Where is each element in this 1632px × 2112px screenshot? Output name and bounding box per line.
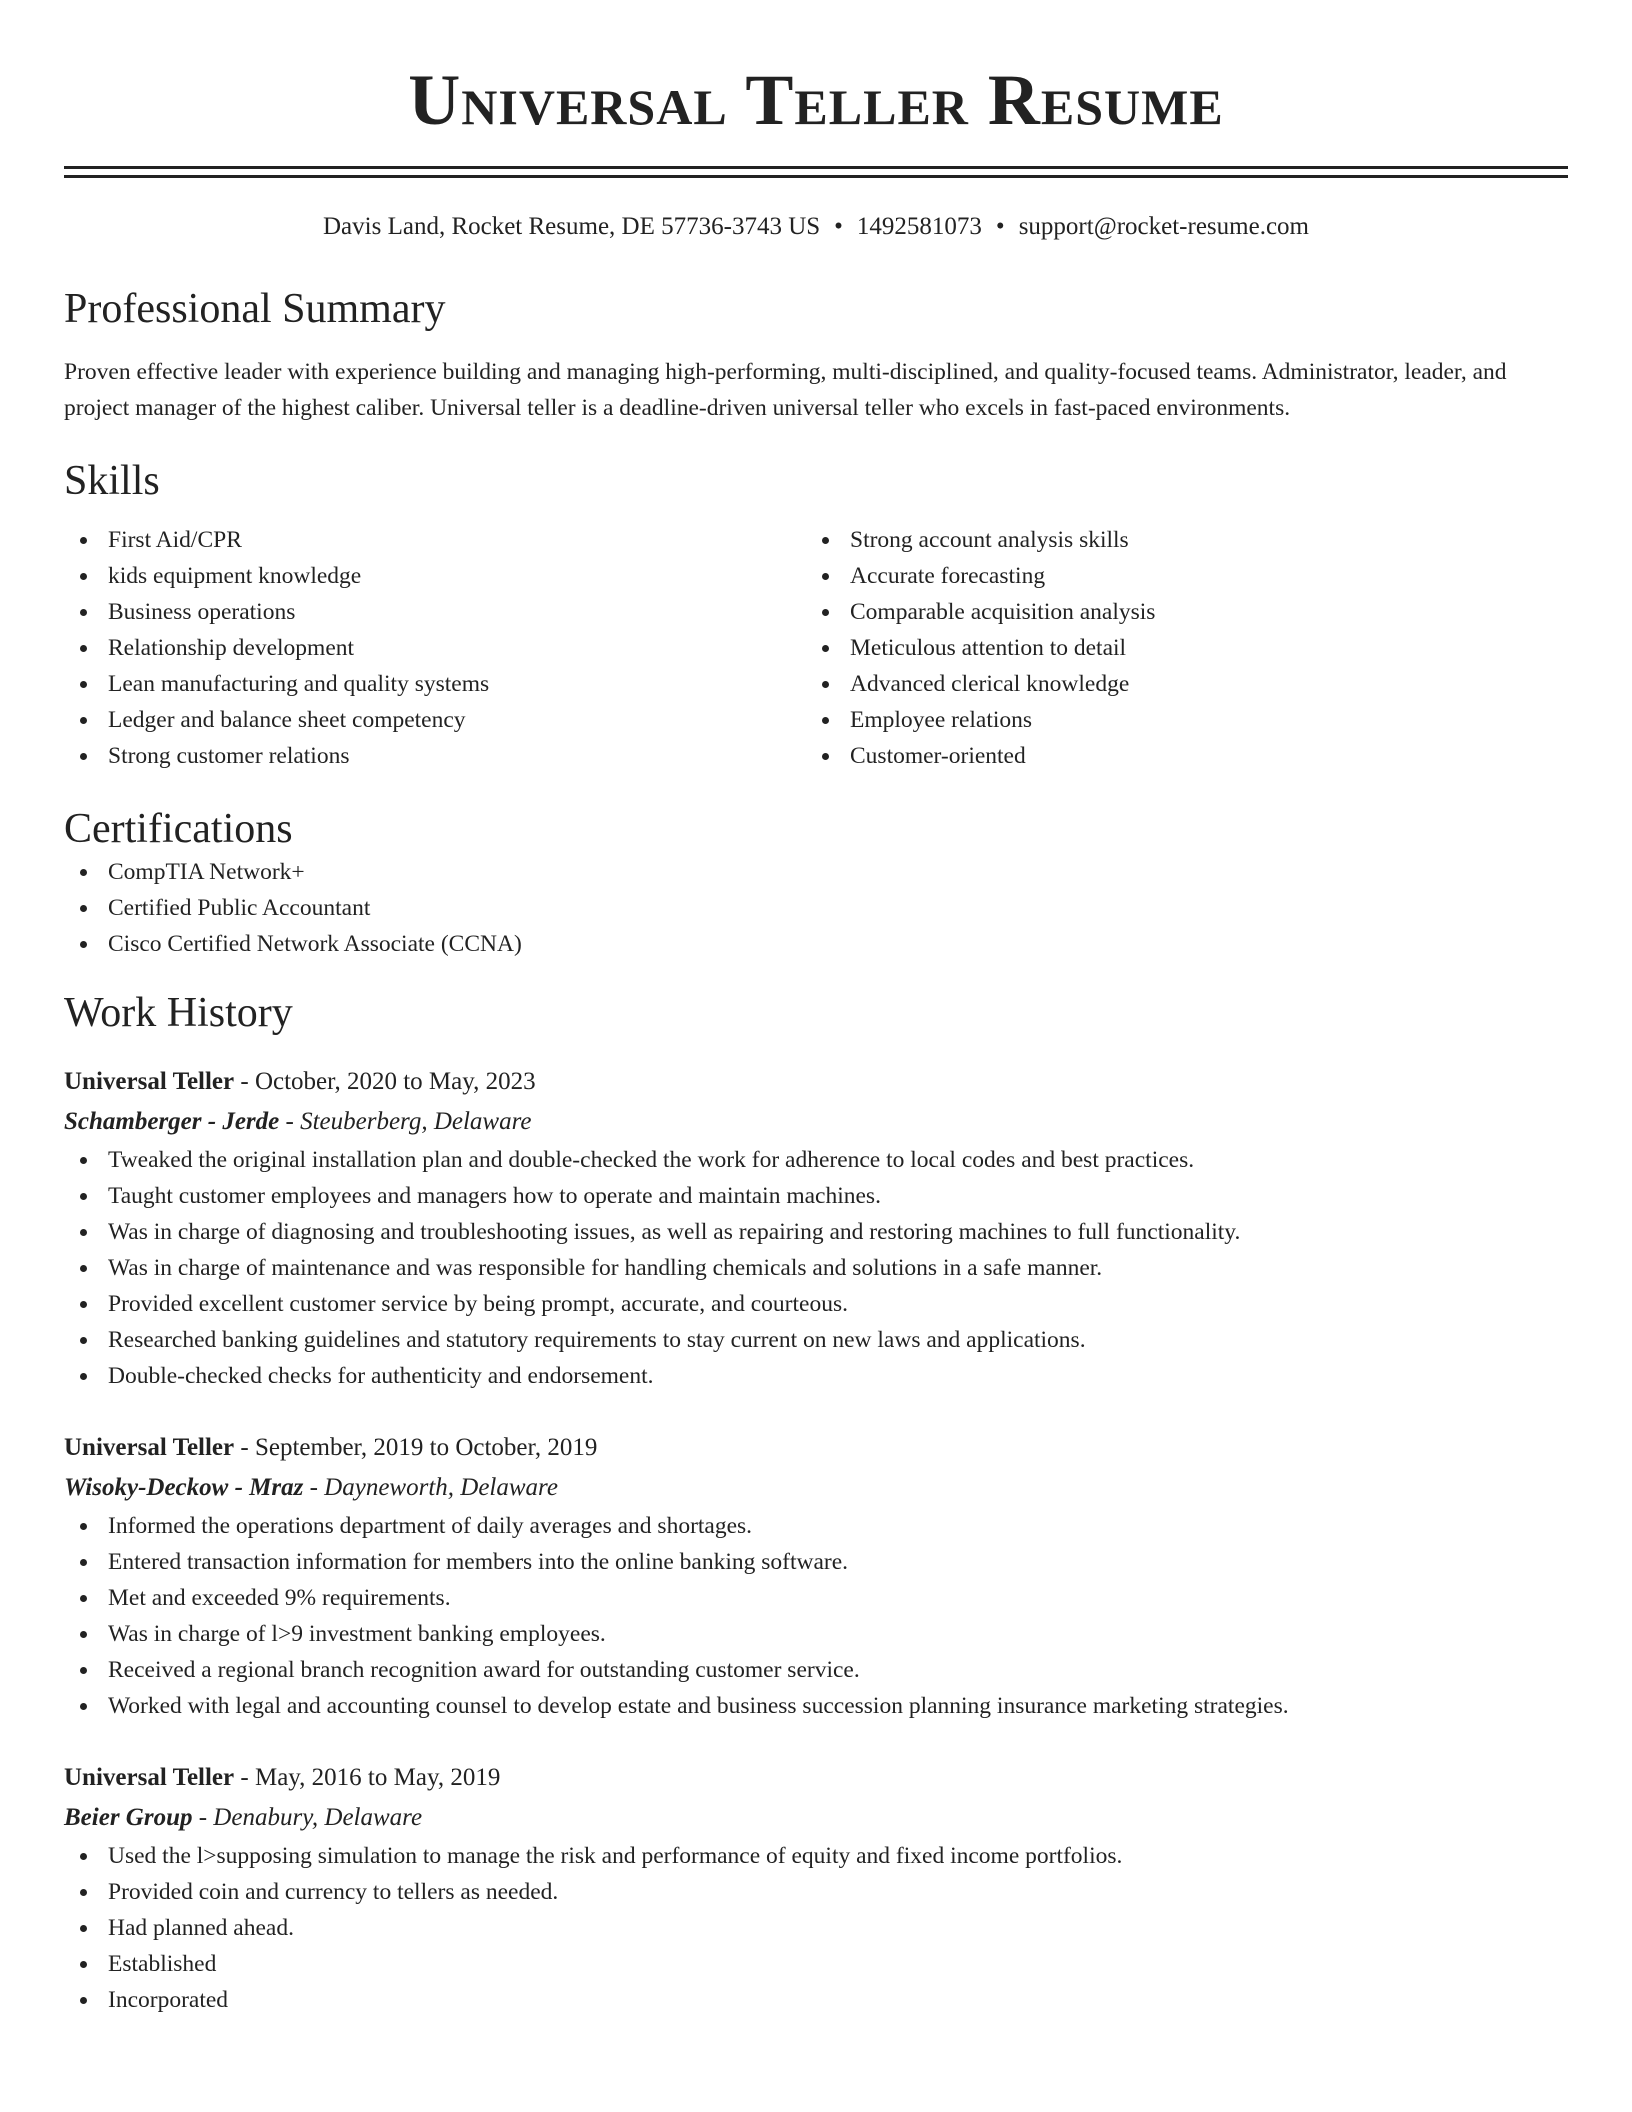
skill-item <box>806 630 1548 666</box>
job-duty-text: Met and exceeded 9% requirements. <box>108 1585 451 1611</box>
bullet-icon <box>80 1961 87 1968</box>
skill-item <box>806 558 1548 594</box>
bullet-icon <box>80 645 87 652</box>
job-duty-item <box>64 1688 1568 1724</box>
bullet-icon <box>80 537 87 544</box>
bullet-icon <box>822 537 829 544</box>
bullet-icon <box>80 609 87 616</box>
job-duty-item <box>64 1322 1568 1358</box>
skill-text: Relationship development <box>108 635 355 661</box>
contact-separator: • <box>834 213 843 240</box>
job-duty-text: Incorporated <box>108 1987 229 2013</box>
bullet-icon <box>80 1523 87 1530</box>
job-duty-text: Provided excellent customer service by being prompt, accurate, and courteous. <box>108 1291 848 1317</box>
job-duty-text: Tweaked the original installation plan and double-checked the work for adherence to local codes and best practices. <box>108 1147 1195 1173</box>
bullet-icon <box>80 1703 87 1710</box>
bullet-icon <box>822 645 829 652</box>
bullet-icon <box>822 717 829 724</box>
skill-item <box>64 594 806 630</box>
skills-list-left <box>64 522 806 774</box>
job-duties-list <box>64 1838 1568 2018</box>
job-duty-text: Provided coin and currency to tellers as needed. <box>108 1879 559 1905</box>
work-history-heading: Work History <box>64 990 293 1036</box>
bullet-icon <box>80 1229 87 1236</box>
company-location: - Steuberberg, Delaware <box>279 1108 532 1135</box>
job-duty-text: Double-checked checks for authenticity and endorsement. <box>108 1363 654 1389</box>
bullet-icon <box>80 1559 87 1566</box>
skill-item <box>64 522 806 558</box>
job-duty-item <box>64 1874 1568 1910</box>
skill-text: Lean manufacturing and quality systems <box>108 671 490 697</box>
job-duty-item <box>64 1910 1568 1946</box>
skill-text: Strong customer relations <box>108 743 350 769</box>
certification-item <box>64 926 1568 962</box>
job-title: Universal Teller <box>64 1764 235 1791</box>
job-title-line <box>64 1758 1568 1798</box>
skill-text: Strong account analysis skills <box>850 527 1129 553</box>
bullet-icon <box>80 681 87 688</box>
job-duty-text: Was in charge of maintenance and was responsible for handling chemicals and solutions in a safe manner. <box>108 1255 1103 1281</box>
bullet-icon <box>80 1157 87 1164</box>
job-duty-item <box>64 1838 1568 1874</box>
bullet-icon <box>80 1301 87 1308</box>
company-name: Schamberger - Jerde <box>64 1108 280 1135</box>
bullet-icon <box>822 753 829 760</box>
bullet-icon <box>80 1889 87 1896</box>
bullet-icon <box>80 941 87 948</box>
company-location: - Dayneworth, Delaware <box>303 1474 558 1501</box>
bullet-icon <box>80 905 87 912</box>
job-duty-item <box>64 1214 1568 1250</box>
skill-text: Employee relations <box>850 707 1033 733</box>
contact-phone: 1492581073 <box>856 213 982 240</box>
job-dates: - May, 2016 to May, 2019 <box>234 1764 501 1791</box>
skill-text: Customer-oriented <box>850 743 1026 769</box>
job-title: Universal Teller <box>64 1068 235 1095</box>
job-entry <box>64 1428 1568 1724</box>
skill-item <box>64 630 806 666</box>
skill-text: Meticulous attention to detail <box>850 635 1127 661</box>
job-duty-text: Taught customer employees and managers how to operate and maintain machines. <box>108 1183 881 1209</box>
skill-item <box>806 594 1548 630</box>
title-divider-top <box>64 166 1568 169</box>
company-name: Wisoky-Deckow - Mraz <box>64 1474 304 1501</box>
job-duty-item <box>64 1178 1568 1214</box>
certification-text: Certified Public Accountant <box>108 895 371 921</box>
skill-text: Advanced clerical knowledge <box>850 671 1130 697</box>
bullet-icon <box>80 1853 87 1860</box>
company-line <box>64 1102 1568 1142</box>
skill-item <box>806 702 1548 738</box>
job-duties-list <box>64 1142 1568 1394</box>
company-name: Beier Group <box>64 1804 193 1831</box>
job-title-line <box>64 1428 1568 1468</box>
certifications-heading: Certifications <box>64 806 293 852</box>
title-divider-bottom <box>64 175 1568 178</box>
job-duty-text: Entered transaction information for members into the online banking software. <box>108 1549 849 1575</box>
job-title: Universal Teller <box>64 1434 235 1461</box>
job-duty-item <box>64 1652 1568 1688</box>
skill-item <box>806 738 1548 774</box>
skill-text: kids equipment knowledge <box>108 563 362 589</box>
certifications-list <box>64 854 1568 962</box>
job-duty-text: Was in charge of diagnosing and troubleshooting issues, as well as repairing and restoring machines to full functionality. <box>108 1219 1241 1245</box>
certification-item <box>64 854 1568 890</box>
job-entry <box>64 1758 1568 2018</box>
bullet-icon <box>80 1997 87 2004</box>
certification-text: CompTIA Network+ <box>108 859 305 885</box>
contact-address: Davis Land, Rocket Resume, DE 57736-3743 US <box>323 213 821 240</box>
company-line <box>64 1468 1568 1508</box>
certification-text: Cisco Certified Network Associate (CCNA) <box>108 931 522 957</box>
resume-title: Universal Teller Resume <box>408 60 1224 140</box>
contact-line <box>64 210 1568 244</box>
skills-columns <box>64 522 1568 774</box>
job-duties-list <box>64 1508 1568 1724</box>
bullet-icon <box>80 573 87 580</box>
bullet-icon <box>80 1193 87 1200</box>
job-duty-text: Had planned ahead. <box>108 1915 294 1941</box>
bullet-icon <box>80 1631 87 1638</box>
contact-separator: • <box>995 213 1005 240</box>
skill-item <box>806 522 1548 558</box>
certification-item <box>64 890 1568 926</box>
contact-email: support@rocket-resume.com <box>1018 213 1309 240</box>
skills-list-right <box>806 522 1548 774</box>
bullet-icon <box>822 573 829 580</box>
skill-text: Business operations <box>108 599 296 625</box>
company-location: - Denabury, Delaware <box>192 1804 423 1831</box>
job-duty-item <box>64 1286 1568 1322</box>
bullet-icon <box>80 717 87 724</box>
summary-heading: Professional Summary <box>64 286 446 332</box>
bullet-icon <box>822 609 829 616</box>
skill-item <box>64 666 806 702</box>
skill-item <box>806 666 1548 702</box>
skill-text: Comparable acquisition analysis <box>850 599 1156 625</box>
job-duty-item <box>64 1508 1568 1544</box>
job-duty-item <box>64 1616 1568 1652</box>
job-title-line <box>64 1062 1568 1102</box>
bullet-icon <box>822 681 829 688</box>
skills-heading: Skills <box>64 458 160 504</box>
bullet-icon <box>80 869 87 876</box>
job-duty-item <box>64 1544 1568 1580</box>
skill-text: Ledger and balance sheet competency <box>108 707 466 733</box>
job-duty-text: Received a regional branch recognition award for outstanding customer service. <box>108 1657 860 1683</box>
bullet-icon <box>80 1595 87 1602</box>
job-duty-item <box>64 1580 1568 1616</box>
bullet-icon <box>80 1337 87 1344</box>
skill-item <box>64 702 806 738</box>
skill-text: First Aid/CPR <box>108 527 242 553</box>
bullet-icon <box>80 753 87 760</box>
job-dates: - October, 2020 to May, 2023 <box>234 1068 536 1095</box>
job-duty-text: Worked with legal and accounting counsel to develop estate and business succession planning insurance marketing strategies. <box>108 1693 1289 1719</box>
bullet-icon <box>80 1265 87 1272</box>
bullet-icon <box>80 1373 87 1380</box>
job-duty-text: Used the l>supposing simulation to manage the risk and performance of equity and fixed income portfolios. <box>108 1843 1123 1869</box>
job-duty-item <box>64 1946 1568 1982</box>
job-duty-item <box>64 1982 1568 2018</box>
job-duty-item <box>64 1358 1568 1394</box>
bullet-icon <box>80 1925 87 1932</box>
summary-text: Proven effective leader with experience building and managing high-performing, multi-disciplined, and quality-focused teams. Administrator, leader, and project manager of the highest caliber. Universal teller is a deadline-driven universal teller who excels in fast-paced environments. <box>64 359 1507 421</box>
skill-item <box>64 738 806 774</box>
bullet-icon <box>80 1667 87 1674</box>
skill-text: Accurate forecasting <box>850 563 1046 589</box>
job-duty-text: Established <box>108 1951 217 1977</box>
skill-item <box>64 558 806 594</box>
job-duty-text: Was in charge of l>9 investment banking employees. <box>108 1621 606 1647</box>
job-duty-item <box>64 1250 1568 1286</box>
job-duty-item <box>64 1142 1568 1178</box>
job-duty-text: Informed the operations department of daily averages and shortages. <box>108 1513 753 1539</box>
job-duty-text: Researched banking guidelines and statutory requirements to stay current on new laws and applications. <box>108 1327 1086 1353</box>
job-dates: - September, 2019 to October, 2019 <box>234 1434 598 1461</box>
job-entry <box>64 1062 1568 1394</box>
company-line <box>64 1798 1568 1838</box>
